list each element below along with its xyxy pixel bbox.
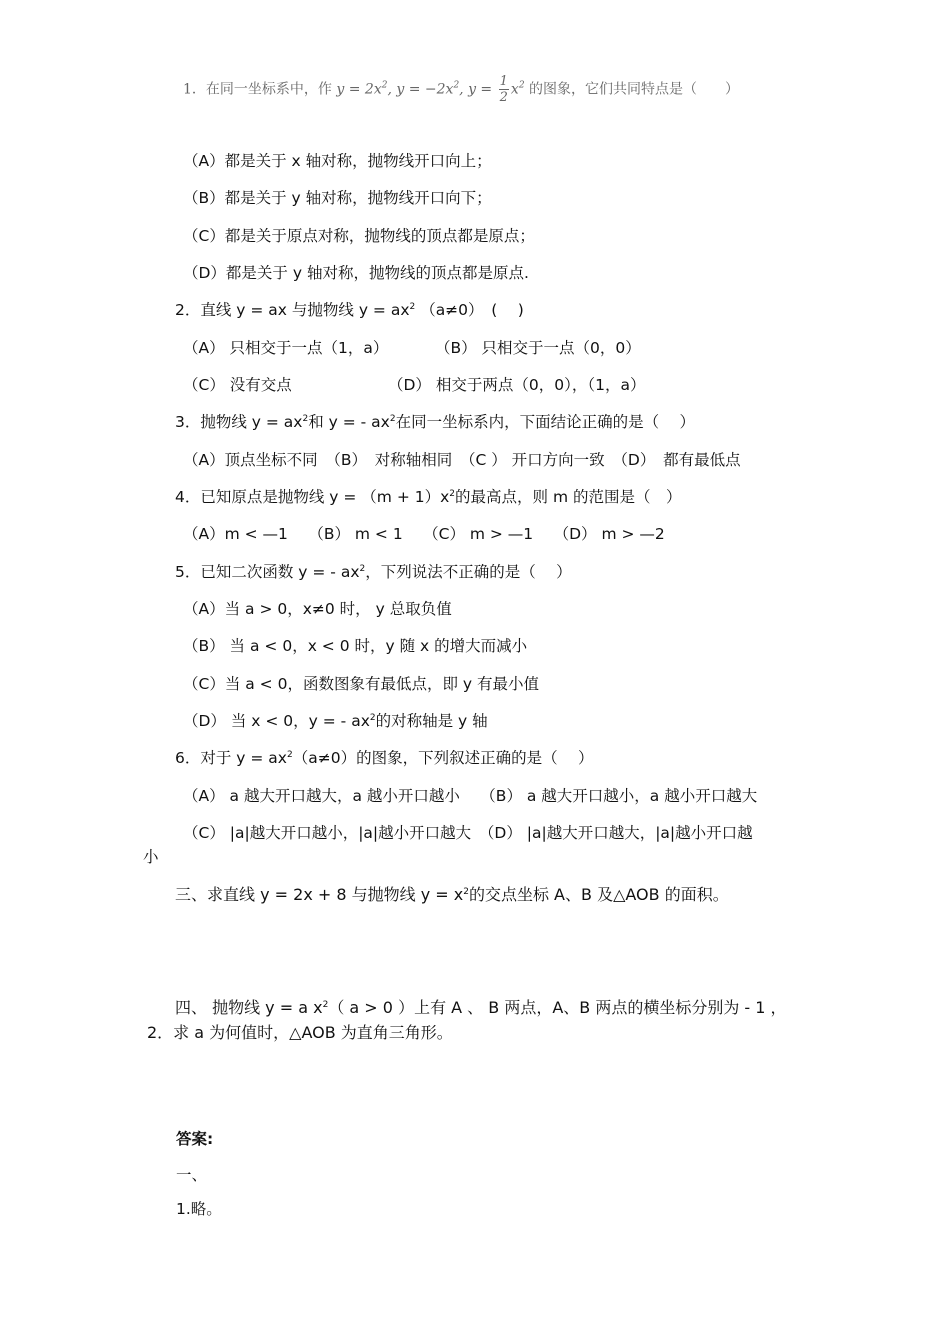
q1-frac-num: 1 xyxy=(499,74,508,89)
q3-exp-1: 2 xyxy=(302,414,309,424)
q6-stem-b: （a≠0）的图象，下列叙述正确的是（ ） xyxy=(292,749,594,767)
q4-stem-b: 的最高点，则 m 的范围是（ ） xyxy=(455,488,682,506)
four-line1-b: （ a > 0 ）上有 A 、 B 两点，A、B 两点的横坐标分别为 - 1 ， xyxy=(328,998,787,1017)
q5-optd-b: 的对称轴是 y 轴 xyxy=(375,712,488,730)
q1-formula-1: y = 2x xyxy=(336,81,382,98)
q4-stem-a: 4．已知原点是抛物线 y = （m + 1）x xyxy=(175,488,450,506)
section-three-question xyxy=(175,885,729,905)
q1-exp-2: 2 xyxy=(453,80,460,91)
q5-stem-a: 5．已知二次函数 y = - ax xyxy=(175,563,360,581)
three-text-a: 三、求直线 y = 2x + 8 与抛物线 y = x xyxy=(175,885,464,904)
q1-exp-1: 2 xyxy=(381,80,388,91)
q1-option-b: （B）都是关于 y 轴对称，抛物线开口向下； xyxy=(183,189,492,207)
q5-optd-exp: 2 xyxy=(369,713,376,723)
q4-exp: 2 xyxy=(449,489,456,499)
q5-stem-b: ，下列说法不正确的是（ ） xyxy=(365,563,572,581)
q2-stem-b: （a≠0） ( ) xyxy=(420,301,524,319)
q3-stem-a: 3．抛物线 y = ax xyxy=(175,413,303,431)
q1-suffix: 的图象，它们共同特点是（ ） xyxy=(529,81,739,98)
q6-options-ab: （A） a 越大开口越大，a 越小开口越小 （B） a 越大开口越小，a 越小开口越大 xyxy=(183,787,758,805)
question-6-stem xyxy=(175,748,594,768)
answers-heading: 答案: xyxy=(176,1130,214,1148)
q2-option-d: （D） 相交于两点（0，0），（1，a） xyxy=(388,376,646,394)
three-exp: 2 xyxy=(463,887,469,897)
q2-stem-a: 2．直线 y = ax 与抛物线 y = ax xyxy=(175,301,410,319)
q1-formula-2: , y = −2x xyxy=(387,81,454,98)
q1-exp-3: 2 xyxy=(518,80,525,91)
answers-section-one: 一、 xyxy=(176,1166,208,1184)
four-line1-exp: 2 xyxy=(322,1000,329,1010)
answers-item-1: 1.略。 xyxy=(176,1200,222,1218)
four-line1-a: 四、 抛物线 y = a x xyxy=(175,998,323,1017)
q1-option-d: （D）都是关于 y 轴对称，抛物线的顶点都是原点. xyxy=(183,264,529,282)
q5-option-c: （C）当 a < 0，函数图象有最低点，即 y 有最小值 xyxy=(183,675,539,693)
q5-option-a: （A）当 a > 0，x≠0 时， y 总取负值 xyxy=(183,600,452,618)
q1-option-a: （A）都是关于 x 轴对称，抛物线开口向上； xyxy=(183,152,492,170)
q2-option-a: （A） 只相交于一点（1，a） xyxy=(183,339,389,357)
question-3-stem xyxy=(175,412,695,432)
question-5-stem xyxy=(175,562,572,582)
question-1-stem xyxy=(183,74,739,105)
q1-fraction xyxy=(499,74,509,105)
q4-options: （A）m < —1 （B） m < 1 （C） m > —1 （D） m > —2 xyxy=(183,525,665,543)
section-four-line-1 xyxy=(175,998,787,1018)
q2-exp: 2 xyxy=(409,302,416,312)
q2-option-b: （B） 只相交于一点（0，0） xyxy=(435,339,641,357)
q6-options-cd: （C） |a|越大开口越小，|a|越小开口越大 （D） |a|越大开口越大，|a|越小开口越 xyxy=(183,824,753,842)
q3-stem-b: 和 y = - ax xyxy=(308,413,390,431)
q1-frac-den: 2 xyxy=(499,90,508,105)
q5-exp: 2 xyxy=(359,564,366,574)
q3-stem-c: 在同一坐标系内，下面结论正确的是（ ） xyxy=(395,413,696,431)
q1-formula-4: x xyxy=(510,81,519,98)
question-2-stem xyxy=(175,300,524,320)
q3-exp-2: 2 xyxy=(389,414,396,424)
q5-option-d xyxy=(183,711,488,731)
question-4-stem xyxy=(175,487,681,507)
q6-exp: 2 xyxy=(286,750,293,760)
three-text-b: 的交点坐标 A、B 及△AOB 的面积。 xyxy=(468,885,729,904)
q6-stem-a: 6．对于 y = ax xyxy=(175,749,287,767)
q1-option-c: （C）都是关于原点对称，抛物线的顶点都是原点； xyxy=(183,227,535,245)
q6-options-cd-wrap: 小 xyxy=(143,848,159,866)
q1-prefix: 1．在同一坐标系中，作 xyxy=(183,81,332,98)
section-four-line-2: 2．求 a 为何值时，△AOB 为直角三角形。 xyxy=(147,1023,453,1042)
q5-optd-a: （D） 当 x < 0，y = - ax xyxy=(183,712,370,730)
q2-option-c: （C） 没有交点 xyxy=(183,376,292,394)
q1-formula-3: , y = xyxy=(459,81,493,98)
q3-options: （A）顶点坐标不同 （B） 对称轴相同 （C ） 开口方向一致 （D） 都有最低点 xyxy=(183,451,741,469)
q5-option-b: （B） 当 a < 0，x < 0 时，y 随 x 的增大而减小 xyxy=(183,637,528,655)
